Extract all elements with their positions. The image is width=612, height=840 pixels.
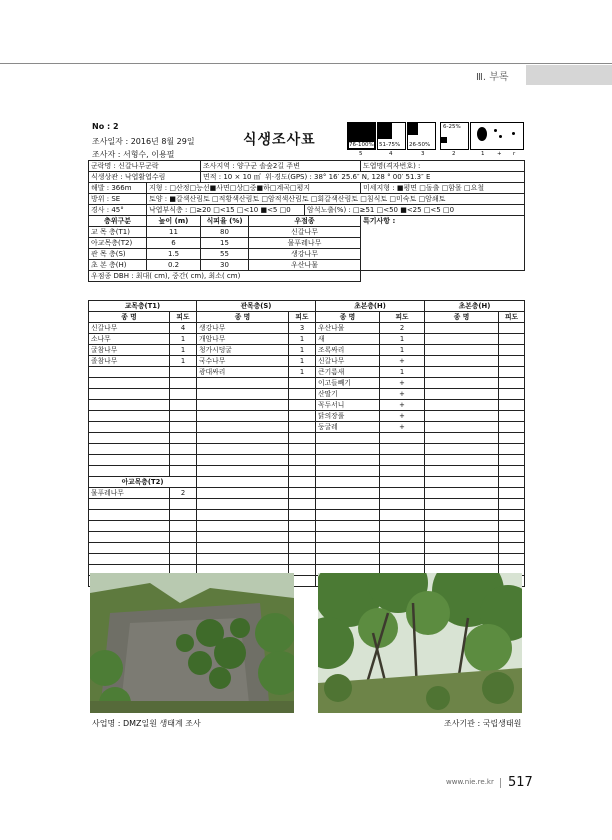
species-name-header: 종 명 (89, 312, 170, 323)
species-cover (289, 378, 316, 389)
layer-cover: 55 (201, 249, 249, 260)
empty-cell (380, 499, 425, 510)
empty-cell (380, 521, 425, 532)
empty-cell (425, 521, 499, 532)
species-name (197, 400, 289, 411)
empty-cell (197, 554, 289, 565)
altitude: 해발 : 366m (89, 183, 147, 194)
project-name: 사업명 : DMZ일원 생태계 조사 (92, 719, 201, 728)
empty-cell (425, 510, 499, 521)
group-header-row (89, 301, 525, 312)
empty-cell (289, 488, 316, 499)
species-cover (289, 422, 316, 433)
species-cover: 1 (380, 345, 425, 356)
table-row (89, 455, 525, 466)
table-row (89, 466, 525, 477)
species-name: 졸참나무 (89, 356, 170, 367)
coverage-label: 26-50% (409, 142, 431, 148)
coverage-num-r: r (513, 151, 516, 157)
species-cover (289, 444, 316, 455)
table-row (89, 488, 525, 499)
empty-cell (316, 477, 380, 488)
empty-cell (289, 477, 316, 488)
table-row (89, 444, 525, 455)
table-row (89, 521, 525, 532)
empty-cell (425, 499, 499, 510)
veg-type: 식생상관 : 낙엽활엽수림 (89, 172, 201, 183)
location: 조사지역 : 양구군 솔숲2길 주변 (201, 161, 361, 172)
community: 군락명 : 신갈나무군락 (89, 161, 201, 172)
species-name (425, 389, 499, 400)
table-row (89, 433, 525, 444)
species-name: 닭의장풀 (316, 411, 380, 422)
species-name: 생강나무 (197, 323, 289, 334)
empty-cell (380, 488, 425, 499)
table-row (89, 334, 525, 345)
height-header: 높이 (m) (147, 216, 201, 227)
species-name (89, 499, 170, 510)
empty-cell (197, 488, 289, 499)
species-cover: 1 (289, 334, 316, 345)
layer-group-header: 아교목층(T2) (89, 477, 197, 488)
micro-terrain: 미세지형 : ■평면 □돌출 □함몰 □요철 (361, 183, 525, 194)
species-name: 신갈나무 (89, 323, 170, 334)
empty-cell (289, 499, 316, 510)
species-cover (499, 411, 525, 422)
species-cover: 2 (170, 488, 197, 499)
table-row (89, 499, 525, 510)
species-name: 꼭두서니 (316, 400, 380, 411)
empty-cell (425, 488, 499, 499)
species-cover: 1 (380, 367, 425, 378)
species-cover: 1 (170, 345, 197, 356)
chapter-bar (526, 65, 612, 85)
species-cover (499, 323, 525, 334)
species-name (89, 521, 170, 532)
chapter-tab (466, 65, 612, 85)
area-coords (201, 172, 525, 183)
aspect: 방위 : SE (89, 194, 147, 205)
species-name (425, 334, 499, 345)
species-cover (499, 455, 525, 466)
coverage-box-1 (470, 122, 524, 150)
empty-cell (499, 543, 525, 554)
species-name (89, 510, 170, 521)
empty-cell (316, 554, 380, 565)
species-name (197, 433, 289, 444)
cover-header: 피도 (380, 312, 425, 323)
terrain: 지형 : □산정□능선■사면□상□중■하□계곡□평지 (147, 183, 361, 194)
empty-cell (380, 510, 425, 521)
empty-cell (289, 532, 316, 543)
dominant-header: 우점종 (249, 216, 361, 227)
empty-cell (380, 543, 425, 554)
species-cover: + (380, 378, 425, 389)
species-name (425, 411, 499, 422)
layer-name: 아교목층(T2) (89, 238, 147, 249)
empty-cell (316, 510, 380, 521)
species-cover (499, 433, 525, 444)
species-cover (499, 389, 525, 400)
species-cover: + (380, 400, 425, 411)
species-name (316, 444, 380, 455)
table-row (89, 422, 525, 433)
table-row (89, 323, 525, 334)
species-name (89, 389, 170, 400)
empty-cell (316, 499, 380, 510)
form-title: 식생조사표 (243, 132, 316, 148)
species-cover (170, 411, 197, 422)
dbh: 우점종 DBH : 최대( cm), 중간( cm), 최소( cm) (89, 271, 361, 282)
survey-date: 조사일자 : 2016년 8월 29일 (92, 137, 195, 146)
column-header-row (89, 312, 525, 323)
empty-cell (197, 521, 289, 532)
species-name: 이고들빼기 (316, 378, 380, 389)
layer-group-header: 초본층(H) (425, 301, 525, 312)
chapter-label: Ⅲ. 부록 (476, 72, 509, 83)
species-cover (499, 422, 525, 433)
layer-dominant: 신갈나무 (249, 227, 361, 238)
coverage-num-plus: + (497, 151, 502, 157)
coverage-box-4 (377, 122, 406, 150)
coverage-box-5 (347, 122, 376, 150)
species-cover (170, 510, 197, 521)
species-name (316, 433, 380, 444)
species-cover (289, 389, 316, 400)
empty-cell (499, 521, 525, 532)
species-name (425, 444, 499, 455)
area: 면적 : 10 × 10 ㎡ (203, 173, 261, 181)
empty-cell (197, 543, 289, 554)
species-name: 우산나물 (316, 323, 380, 334)
species-name (316, 455, 380, 466)
species-name (197, 378, 289, 389)
species-cover (499, 345, 525, 356)
page-number: 517 (508, 775, 533, 790)
empty-cell (380, 477, 425, 488)
layer-group-header: 초본층(H) (316, 301, 425, 312)
site-url: www.nie.re.kr (446, 778, 494, 786)
species-name (89, 400, 170, 411)
species-name (89, 444, 170, 455)
species-name-header: 종 명 (425, 312, 499, 323)
species-cover (380, 466, 425, 477)
empty-cell (499, 477, 525, 488)
empty-cell (316, 521, 380, 532)
site-photo-2 (318, 573, 522, 713)
species-cover: + (380, 411, 425, 422)
species-name (89, 543, 170, 554)
empty-cell (425, 543, 499, 554)
empty-cell (380, 532, 425, 543)
cover-header: 피도 (499, 312, 525, 323)
species-name (197, 411, 289, 422)
layer-name: 초 본 층(H) (89, 260, 147, 271)
remarks: 특기사항 : (361, 216, 525, 271)
species-name: 신갈나무 (316, 356, 380, 367)
species-name (425, 345, 499, 356)
species-name: 큰기름새 (316, 367, 380, 378)
species-name-header: 종 명 (316, 312, 380, 323)
url-divider (500, 778, 501, 788)
species-cover (499, 367, 525, 378)
layer-height: 6 (147, 238, 201, 249)
species-cover (170, 389, 197, 400)
layer-group-header: 관목층(S) (197, 301, 316, 312)
table-row (89, 532, 525, 543)
species-name (197, 466, 289, 477)
species-name (89, 455, 170, 466)
site-photo-1 (90, 573, 294, 713)
coverage-num-5: 5 (359, 151, 363, 157)
layer-height: 0.2 (147, 260, 201, 271)
layer-header: 층위구분 (89, 216, 147, 227)
coverage-box-3 (407, 122, 436, 150)
species-name (425, 378, 499, 389)
species-cover: 1 (170, 356, 197, 367)
cover-header: 식피율 (%) (201, 216, 249, 227)
species-cover (289, 466, 316, 477)
species-name (197, 455, 289, 466)
species-cover (170, 455, 197, 466)
survey-agency: 조사기관 : 국립생태원 (444, 719, 522, 728)
coverage-num-1: 1 (481, 151, 485, 157)
species-cover (499, 334, 525, 345)
species-cover: 1 (289, 345, 316, 356)
layer-name: 교 목 층(T1) (89, 227, 147, 238)
species-cover (289, 433, 316, 444)
coverage-label: 6-25% (443, 124, 461, 130)
empty-cell (197, 510, 289, 521)
species-name (89, 367, 170, 378)
form-no: No : 2 (92, 122, 119, 131)
coverage-label: 51-75% (379, 142, 401, 148)
layer-dominant: 생강나무 (249, 249, 361, 260)
empty-cell (425, 554, 499, 565)
coverage-num-3: 3 (421, 151, 425, 157)
soil: 토양 : ■갈색산림토 □적황색산림토 □암적색산림토 □회갈색산림토 □침식토 □미숙토 □암쇄토 (147, 194, 525, 205)
species-name: 물푸레나무 (89, 488, 170, 499)
species-cover (499, 444, 525, 455)
species-cover (380, 455, 425, 466)
species-cover (380, 433, 425, 444)
site-info-table (88, 160, 525, 282)
table-row (89, 356, 525, 367)
empty-cell (499, 532, 525, 543)
species-cover (170, 521, 197, 532)
species-name (89, 422, 170, 433)
empty-cell (499, 510, 525, 521)
species-name (425, 356, 499, 367)
surveyors: 조사자 : 서형수, 이용필 (92, 150, 175, 159)
species-name (197, 444, 289, 455)
empty-cell (289, 543, 316, 554)
empty-cell (499, 554, 525, 565)
coverage-box-2 (440, 122, 469, 150)
coverage-label: 76-100% (349, 142, 374, 148)
species-cover (499, 400, 525, 411)
empty-cell (425, 532, 499, 543)
empty-cell (197, 499, 289, 510)
species-name: 광대싸리 (197, 367, 289, 378)
table-row (89, 554, 525, 565)
empty-cell (289, 521, 316, 532)
table-row (89, 543, 525, 554)
species-cover: 1 (380, 334, 425, 345)
species-name (89, 466, 170, 477)
species-name: 산딸기 (316, 389, 380, 400)
species-name (89, 411, 170, 422)
species-name (425, 367, 499, 378)
layer-dominant: 우산나물 (249, 260, 361, 271)
species-cover: 1 (289, 356, 316, 367)
species-name (89, 378, 170, 389)
species-cover: + (380, 356, 425, 367)
empty-cell (316, 532, 380, 543)
species-cover (499, 356, 525, 367)
species-cover: 1 (170, 334, 197, 345)
species-name: 국수나무 (197, 356, 289, 367)
table-row (89, 378, 525, 389)
species-name: 굴참나무 (89, 345, 170, 356)
species-cover (499, 466, 525, 477)
species-cover (170, 543, 197, 554)
empty-cell (197, 532, 289, 543)
species-name (425, 323, 499, 334)
map-no: 도엽명(격자번호) : (361, 161, 525, 172)
species-cover: + (380, 389, 425, 400)
species-cover (170, 444, 197, 455)
species-cover: 2 (380, 323, 425, 334)
species-cover (499, 378, 525, 389)
header-rule (0, 63, 612, 64)
species-name: 새 (316, 334, 380, 345)
species-name: 조록싸리 (316, 345, 380, 356)
species-name (425, 455, 499, 466)
t2-header-row (89, 477, 525, 488)
rock-exposure: 암석노출(%) : □≥51 □<50 ■<25 □<5 □0 (305, 205, 525, 216)
empty-cell (197, 477, 289, 488)
species-cover: 3 (289, 323, 316, 334)
species-name: 청가시덩굴 (197, 345, 289, 356)
empty-cell (289, 554, 316, 565)
coverage-num-4: 4 (389, 151, 393, 157)
table-row (89, 400, 525, 411)
species-cover (170, 400, 197, 411)
empty-cell (499, 499, 525, 510)
layer-dominant: 물푸레나무 (249, 238, 361, 249)
empty-cell (316, 543, 380, 554)
species-cover (170, 367, 197, 378)
empty-cell (425, 477, 499, 488)
species-name: 소나무 (89, 334, 170, 345)
table-row (89, 411, 525, 422)
species-name (425, 433, 499, 444)
empty-cell (499, 488, 525, 499)
species-name (89, 433, 170, 444)
species-cover (170, 466, 197, 477)
species-cover (170, 499, 197, 510)
species-name (425, 400, 499, 411)
species-name: 개암나무 (197, 334, 289, 345)
species-cover (170, 422, 197, 433)
species-name-header: 종 명 (197, 312, 289, 323)
layer-name: 관 목 층(S) (89, 249, 147, 260)
species-table (88, 300, 525, 587)
species-cover: + (380, 422, 425, 433)
empty-cell (380, 554, 425, 565)
species-cover (170, 554, 197, 565)
layer-height: 11 (147, 227, 201, 238)
species-name (89, 532, 170, 543)
cover-header: 피도 (170, 312, 197, 323)
layer-group-header: 교목층(T1) (89, 301, 197, 312)
species-name (425, 466, 499, 477)
species-cover: 4 (170, 323, 197, 334)
species-cover (289, 411, 316, 422)
table-row (89, 367, 525, 378)
layer-cover: 15 (201, 238, 249, 249)
cover-header: 피도 (289, 312, 316, 323)
empty-cell (289, 510, 316, 521)
coords: 위·경도(GPS) : 38° 16′ 25.6″ N, 128 ° 00′ 51.3″ E (265, 173, 431, 181)
empty-cell (316, 488, 380, 499)
species-name (89, 554, 170, 565)
coverage-num-2: 2 (452, 151, 456, 157)
slope: 경사 : 45° (89, 205, 147, 216)
species-cover (170, 378, 197, 389)
litter: 낙엽부식층 : □≥20 □<15 □<10 ■<5 □0 (147, 205, 305, 216)
table-row (89, 389, 525, 400)
species-cover (380, 444, 425, 455)
table-row (89, 345, 525, 356)
layer-height: 1.5 (147, 249, 201, 260)
species-cover: 1 (289, 367, 316, 378)
species-cover (289, 400, 316, 411)
layer-cover: 80 (201, 227, 249, 238)
species-name (197, 422, 289, 433)
table-row (89, 510, 525, 521)
species-name: 둥굴레 (316, 422, 380, 433)
species-cover (289, 455, 316, 466)
species-name (197, 389, 289, 400)
species-cover (170, 433, 197, 444)
species-name (425, 422, 499, 433)
species-cover (170, 532, 197, 543)
layer-cover: 30 (201, 260, 249, 271)
species-name (316, 466, 380, 477)
